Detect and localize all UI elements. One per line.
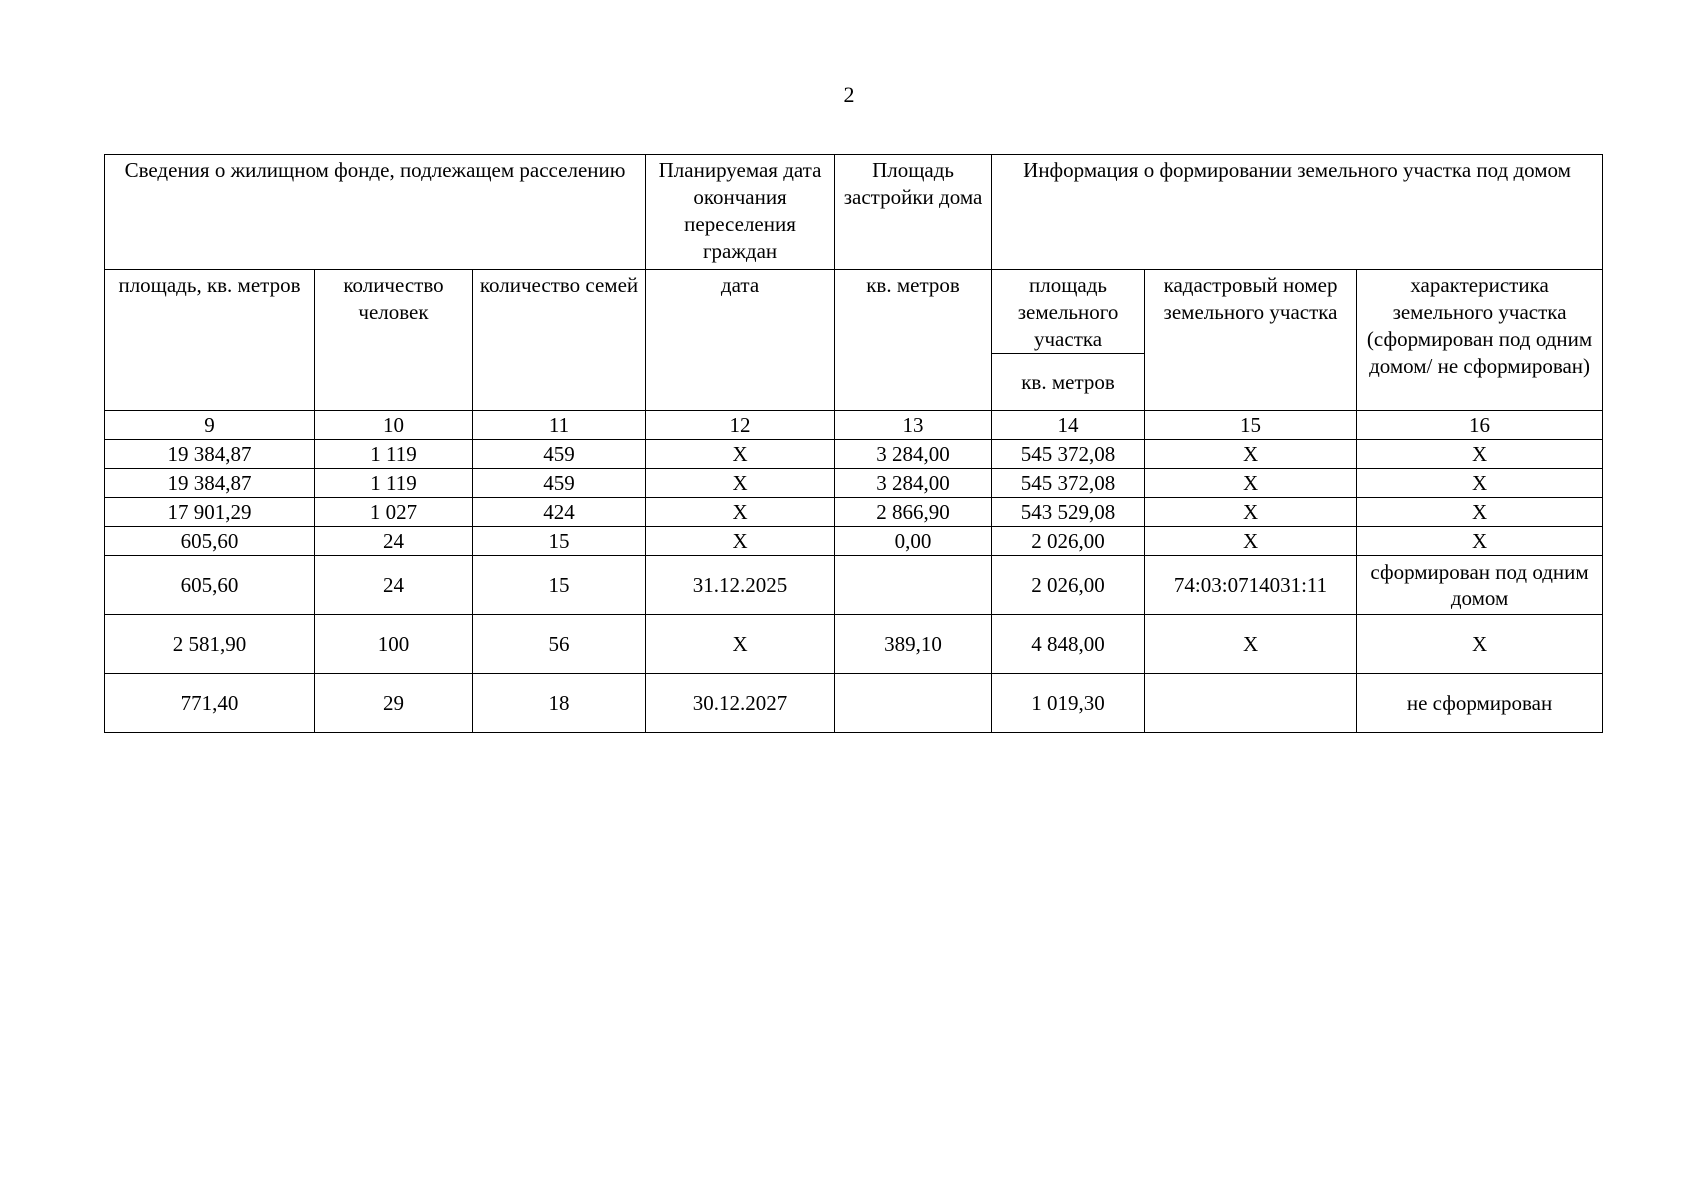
cell-characteristic: сформирован под одним домом xyxy=(1357,556,1603,615)
header-planned-date: Планируемая дата окончания переселения граждан xyxy=(646,155,835,270)
cell-families: 424 xyxy=(473,498,646,527)
cell-families: 18 xyxy=(473,674,646,733)
column-number: 14 xyxy=(992,411,1145,440)
cell-characteristic: Х xyxy=(1357,498,1603,527)
cell-cadastral: Х xyxy=(1145,498,1357,527)
cell-cadastral: 74:03:0714031:11 xyxy=(1145,556,1357,615)
cell-cadastral xyxy=(1145,674,1357,733)
cell-characteristic: не сформирован xyxy=(1357,674,1603,733)
header-sq-m: кв. метров xyxy=(835,270,992,411)
header-cadastral: кадастровый номер земельного участка xyxy=(1145,270,1357,411)
table-row xyxy=(105,615,1603,674)
cell-building-area: 3 284,00 xyxy=(835,440,992,469)
header-land-info: Информация о формировании земельного участка под домом xyxy=(992,155,1603,270)
table-row xyxy=(105,674,1603,733)
cell-cadastral: Х xyxy=(1145,527,1357,556)
cell-date: Х xyxy=(646,527,835,556)
page-number: 2 xyxy=(843,82,855,107)
cell-families: 56 xyxy=(473,615,646,674)
table-row xyxy=(105,527,1603,556)
cell-cadastral: Х xyxy=(1145,440,1357,469)
housing-table xyxy=(104,154,1603,733)
cell-people: 24 xyxy=(315,527,473,556)
header-people: количество человек xyxy=(315,270,473,411)
cell-land-area: 2 026,00 xyxy=(992,527,1145,556)
cell-building-area xyxy=(835,556,992,615)
header-row-1 xyxy=(105,155,1603,270)
cell-date: 30.12.2027 xyxy=(646,674,835,733)
column-number: 11 xyxy=(473,411,646,440)
cell-families: 15 xyxy=(473,556,646,615)
header-families: количество семей xyxy=(473,270,646,411)
cell-date: Х xyxy=(646,498,835,527)
cell-area: 771,40 xyxy=(105,674,315,733)
cell-characteristic: Х xyxy=(1357,440,1603,469)
cell-area: 17 901,29 xyxy=(105,498,315,527)
cell-date: Х xyxy=(646,469,835,498)
header-row-2 xyxy=(105,270,1603,354)
header-land-area-unit: кв. метров xyxy=(992,354,1145,411)
header-building-area: Площадь застройки дома xyxy=(835,155,992,270)
header-area: площадь, кв. метров xyxy=(105,270,315,411)
cell-building-area: 3 284,00 xyxy=(835,469,992,498)
cell-characteristic: Х xyxy=(1357,469,1603,498)
cell-families: 459 xyxy=(473,440,646,469)
cell-area: 605,60 xyxy=(105,556,315,615)
header-land-area: площадь земельного участка xyxy=(992,270,1145,354)
cell-building-area: 0,00 xyxy=(835,527,992,556)
cell-area: 19 384,87 xyxy=(105,469,315,498)
cell-date: Х xyxy=(646,615,835,674)
table-row xyxy=(105,440,1603,469)
cell-building-area: 389,10 xyxy=(835,615,992,674)
cell-area: 19 384,87 xyxy=(105,440,315,469)
cell-cadastral: Х xyxy=(1145,615,1357,674)
cell-cadastral: Х xyxy=(1145,469,1357,498)
cell-people: 100 xyxy=(315,615,473,674)
table-row xyxy=(105,556,1603,615)
cell-people: 1 119 xyxy=(315,440,473,469)
cell-building-area xyxy=(835,674,992,733)
cell-characteristic: Х xyxy=(1357,615,1603,674)
cell-area: 605,60 xyxy=(105,527,315,556)
header-date: дата xyxy=(646,270,835,411)
cell-date: Х xyxy=(646,440,835,469)
cell-characteristic: Х xyxy=(1357,527,1603,556)
column-number: 16 xyxy=(1357,411,1603,440)
column-number: 9 xyxy=(105,411,315,440)
cell-land-area: 543 529,08 xyxy=(992,498,1145,527)
cell-area: 2 581,90 xyxy=(105,615,315,674)
header-housing-fund: Сведения о жилищном фонде, подлежащем расселению xyxy=(105,155,646,270)
cell-land-area: 1 019,30 xyxy=(992,674,1145,733)
column-number-row xyxy=(105,411,1603,440)
cell-building-area: 2 866,90 xyxy=(835,498,992,527)
column-number: 15 xyxy=(1145,411,1357,440)
cell-date: 31.12.2025 xyxy=(646,556,835,615)
column-number: 12 xyxy=(646,411,835,440)
cell-people: 1 027 xyxy=(315,498,473,527)
cell-people: 24 xyxy=(315,556,473,615)
cell-people: 1 119 xyxy=(315,469,473,498)
cell-people: 29 xyxy=(315,674,473,733)
cell-land-area: 2 026,00 xyxy=(992,556,1145,615)
column-number: 10 xyxy=(315,411,473,440)
table-row xyxy=(105,469,1603,498)
table-row xyxy=(105,498,1603,527)
cell-land-area: 545 372,08 xyxy=(992,469,1145,498)
header-characteristic: характеристика земельного участка (сформирован под одним домом/ не сформирован) xyxy=(1357,270,1603,411)
column-number: 13 xyxy=(835,411,992,440)
cell-families: 15 xyxy=(473,527,646,556)
cell-families: 459 xyxy=(473,469,646,498)
cell-land-area: 545 372,08 xyxy=(992,440,1145,469)
cell-land-area: 4 848,00 xyxy=(992,615,1145,674)
